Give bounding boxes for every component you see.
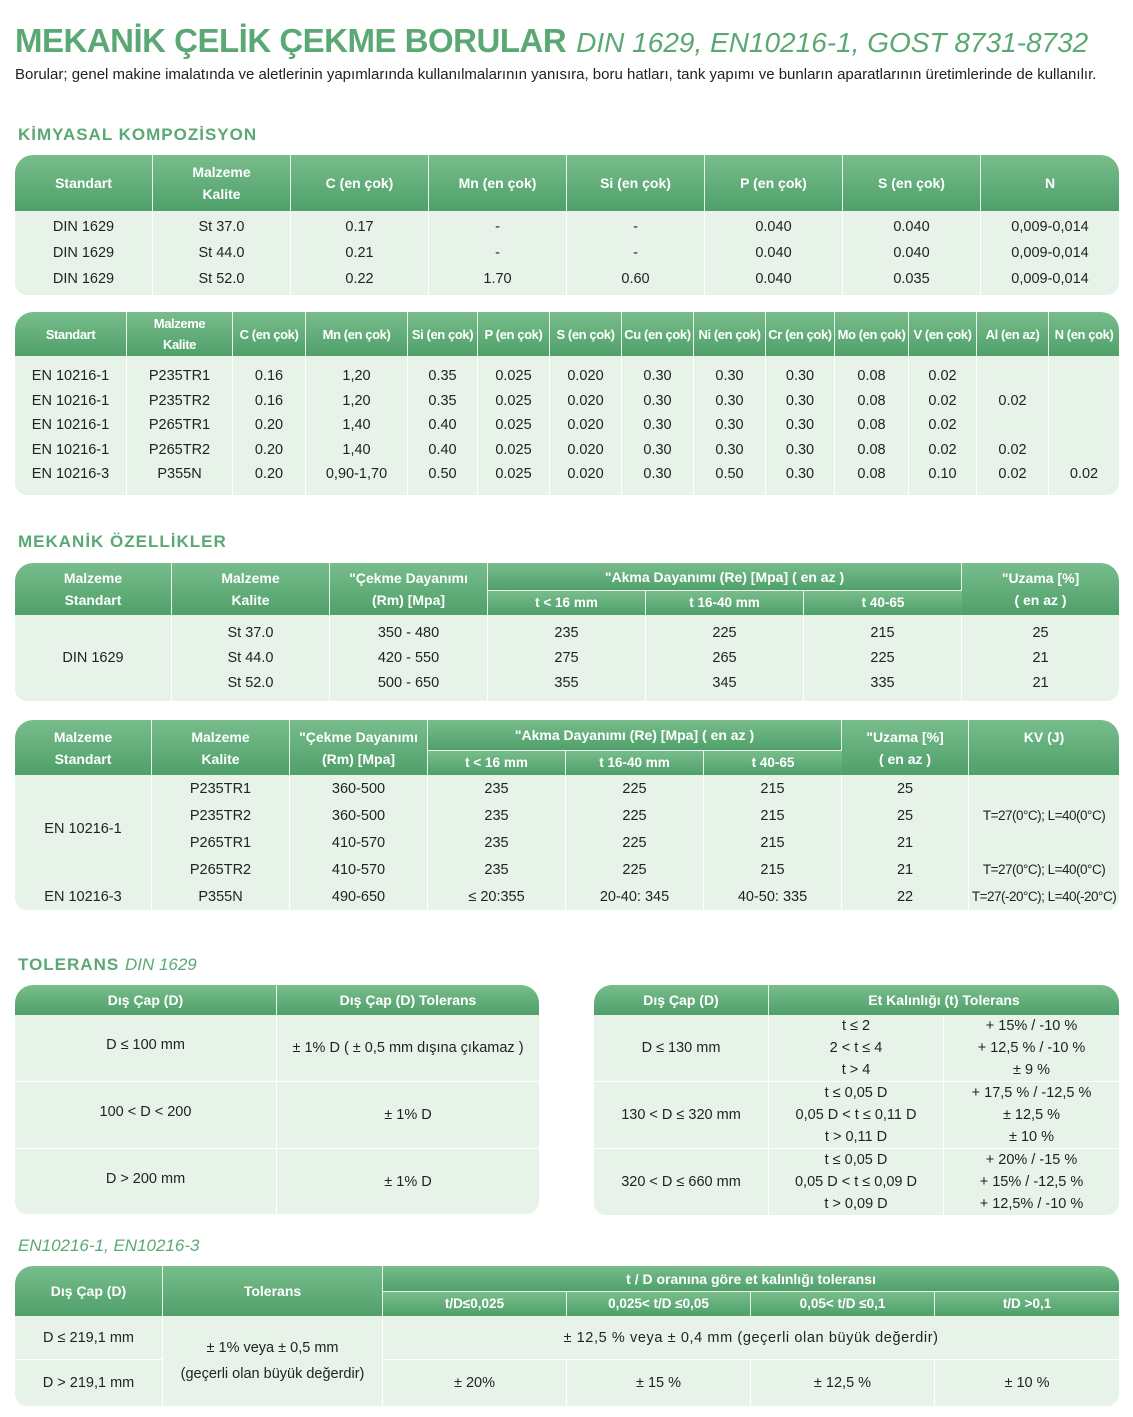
- cell-value: 0.02: [928, 392, 957, 409]
- col-header: Cr (en çok): [766, 312, 835, 356]
- col-header: Cu (en çok): [622, 312, 694, 356]
- cell-value: 0.20: [254, 466, 284, 482]
- cell-value: 0.025: [495, 466, 532, 482]
- cell-value: + 12,5% / -10 %: [979, 1196, 1084, 1212]
- table-column: [843, 211, 981, 295]
- cell-thickness: [769, 1015, 944, 1082]
- cell-value: T=27(0°C); L=40(0°C): [969, 856, 1119, 883]
- cell-value: 235: [554, 624, 579, 641]
- col-header: Si (en çok): [408, 312, 478, 356]
- table-column: [408, 356, 478, 495]
- table-row: [15, 856, 1119, 883]
- cell-value: 0.040: [755, 245, 792, 261]
- col-header-t3: t 40-65: [804, 590, 962, 615]
- cell-od: 320 < D ≤ 660 mm: [594, 1149, 769, 1215]
- cell-value: 215: [704, 856, 842, 883]
- cell-value: [1051, 389, 1117, 414]
- col-header: Mo (en çok): [835, 312, 909, 356]
- table-row: [15, 775, 1119, 802]
- cell-od: D ≤ 219,1 mm: [15, 1316, 163, 1360]
- cell-ratio: ± 15 %: [567, 1360, 751, 1406]
- cell-value: 0.17: [345, 219, 374, 235]
- cell-tolerance: [944, 1149, 1119, 1215]
- cell-value: 0.02: [928, 368, 957, 384]
- cell-value: 25: [842, 775, 969, 802]
- cell-value: 0.30: [643, 417, 672, 433]
- cell-value: 21: [1032, 649, 1049, 666]
- cell-value: P355N: [152, 883, 290, 910]
- cell-value: 215: [704, 829, 842, 856]
- cell-value: 0,05 D < t ≤ 0,11 D: [795, 1107, 917, 1123]
- cell-value: 40-50: 335: [704, 883, 842, 910]
- cell-value: 420 - 550: [377, 649, 440, 666]
- col-header: N: [981, 155, 1119, 211]
- cell-value: T=27(-20°C); L=40(-20°C): [969, 883, 1119, 910]
- tolerance-title-std: DIN 1629: [124, 955, 197, 974]
- cell-value: 0.040: [755, 219, 792, 235]
- tolerance-title-text: TOLERANS: [18, 955, 120, 974]
- mechanical-table-en: [15, 720, 1119, 910]
- cell-value: 235: [428, 775, 566, 802]
- table-column: [550, 356, 622, 495]
- cell-standard: EN 10216-3: [15, 883, 152, 910]
- col-header: Mn (en çok): [429, 155, 567, 211]
- cell-value: t ≤ 0,05 D: [824, 1152, 888, 1168]
- col-header-t3: t 40-65: [704, 750, 842, 775]
- cell-value: 0.020: [567, 368, 604, 384]
- cell-od: 130 < D ≤ 320 mm: [594, 1082, 769, 1149]
- cell-od: D ≤ 130 mm: [594, 1015, 769, 1082]
- cell-value: 335: [870, 674, 895, 691]
- cell-value: 0.30: [785, 392, 815, 409]
- cell-value: 275: [554, 649, 579, 666]
- cell-value: 0.040: [755, 271, 792, 287]
- cell-value: 265: [712, 649, 737, 666]
- cell-value: 0.025: [495, 392, 532, 409]
- od-tolerance-table: [15, 985, 539, 1214]
- table-column: [488, 615, 646, 701]
- cell-value: 1,20: [342, 368, 371, 384]
- col-header-t1: t < 16 mm: [428, 750, 566, 775]
- wall-tolerance-table: [594, 985, 1119, 1215]
- table-column: [804, 615, 962, 701]
- table-row: [594, 1015, 1119, 1082]
- cell-value: 0.040: [893, 245, 930, 261]
- table-column: [306, 356, 408, 495]
- cell-value: 355: [554, 674, 579, 691]
- table-column: [15, 211, 153, 295]
- cell-value: 0.10: [928, 466, 957, 482]
- cell-value: 0.50: [715, 466, 744, 482]
- mechanical-section-title: MEKANİK ÖZELLİKLER: [18, 532, 227, 551]
- col-header-r3: 0,05< t/D ≤0,1: [751, 1291, 935, 1316]
- cell-thickness: [769, 1149, 944, 1215]
- table-column: [622, 356, 694, 495]
- tolerance-section-title: [18, 955, 197, 975]
- cell-tolerance: [944, 1082, 1119, 1149]
- chemical-table-en: [15, 312, 1119, 495]
- col-header-t2: t 16-40 mm: [566, 750, 704, 775]
- table-column: [127, 356, 233, 495]
- cell-value: 490-650: [290, 883, 428, 910]
- cell-value: P235TR1: [152, 775, 290, 802]
- table-column: [977, 356, 1049, 495]
- cell-value: 0.40: [428, 417, 457, 433]
- cell-value: ≤ 20:355: [428, 883, 566, 910]
- col-header: Ni (en çok): [694, 312, 766, 356]
- cell-value: 0.08: [857, 441, 886, 458]
- col-header-ratio: t / D oranına göre et kalınlığı toleransı: [383, 1266, 1119, 1291]
- cell-value: 0.35: [428, 368, 457, 384]
- cell-value: 350 - 480: [377, 624, 440, 641]
- cell-value: 0.02: [998, 392, 1027, 409]
- cell-value: 1,20: [342, 392, 371, 409]
- cell-value: St 52.0: [227, 674, 274, 691]
- cell-value: 0.02: [928, 441, 957, 458]
- table-column: [766, 356, 835, 495]
- cell-value: 0,90-1,70: [325, 466, 388, 482]
- col-header-standard: Malzeme Standart: [15, 720, 152, 775]
- chemical-section-title: KİMYASAL KOMPOZİSYON: [18, 125, 258, 144]
- cell-value: + 15% / -12,5 %: [979, 1174, 1084, 1190]
- cell-value: 0.60: [621, 271, 650, 287]
- cell-value: 360-500: [290, 802, 428, 829]
- en-tolerance-table: [15, 1266, 1119, 1406]
- cell-od: D > 219,1 mm: [15, 1360, 163, 1406]
- cell-value: 0.020: [567, 466, 604, 482]
- col-header-od: Dış Çap (D): [594, 985, 769, 1015]
- cell-value: 21: [842, 856, 969, 883]
- col-header-elongation: "Uzama [%] ( en az ): [962, 563, 1119, 615]
- cell-value: [979, 413, 1046, 438]
- cell-value: P265TR2: [148, 441, 211, 458]
- col-header: Standart: [15, 312, 127, 356]
- cell-value: 0.30: [715, 441, 744, 458]
- cell-value: T=27(0°C); L=40(0°C): [969, 802, 1119, 829]
- cell-value: 0.02: [998, 466, 1027, 482]
- cell-tolerance: [944, 1015, 1119, 1082]
- col-header-grade: Malzeme Kalite: [152, 720, 290, 775]
- cell-value: -: [633, 245, 638, 261]
- cell-value: 360-500: [290, 775, 428, 802]
- cell-value: 0.020: [567, 417, 604, 433]
- cell-value: P265TR2: [152, 856, 290, 883]
- cell-value: 0.025: [495, 417, 532, 433]
- cell-value: St 44.0: [198, 245, 245, 261]
- cell-value: 235: [428, 856, 566, 883]
- cell-value: 0,05 D < t ≤ 0,09 D: [794, 1174, 917, 1190]
- cell-value: 0.40: [428, 441, 457, 458]
- table-column: [233, 356, 306, 495]
- cell-value: P265TR1: [148, 417, 211, 433]
- table-column: [646, 615, 804, 701]
- col-header-r2: 0,025< t/D ≤0,05: [567, 1291, 751, 1316]
- col-header: C (en çok): [233, 312, 306, 356]
- col-header: Malzeme Kalite: [153, 155, 291, 211]
- cell-ratio: ± 12,5 %: [751, 1360, 935, 1406]
- col-header: Al (en az): [977, 312, 1049, 356]
- cell-value: [979, 364, 1046, 389]
- chemical-table-din: [15, 155, 1119, 295]
- cell-value: 0.30: [715, 368, 744, 384]
- cell-value: 0.30: [785, 466, 815, 482]
- col-header-r4: t/D >0,1: [935, 1291, 1119, 1316]
- cell-value: -: [633, 219, 638, 235]
- cell-value: 0.08: [857, 392, 886, 409]
- cell-value: 500 - 650: [377, 674, 440, 691]
- cell-value: 1.70: [483, 271, 512, 287]
- table-column: [291, 211, 429, 295]
- table-column: [1049, 356, 1119, 495]
- cell-value: 0.30: [785, 417, 815, 433]
- cell-value: 25: [1032, 624, 1049, 641]
- cell-value: 0.16: [254, 368, 284, 384]
- table-row: [15, 1082, 539, 1149]
- cell-value: 0.08: [857, 417, 886, 433]
- cell-value: 0.02: [1069, 466, 1099, 482]
- cell-value: 235: [428, 829, 566, 856]
- col-header: Si (en çok): [567, 155, 705, 211]
- table-column: [909, 356, 977, 495]
- cell-value: t ≤ 0,05 D: [824, 1085, 888, 1101]
- table-column: [835, 356, 909, 495]
- cell-value: 0.21: [345, 245, 374, 261]
- col-header-grade: Malzeme Kalite: [172, 563, 330, 615]
- cell-ratio: ± 20%: [383, 1360, 567, 1406]
- cell-value: 0.035: [893, 271, 930, 287]
- cell-value: + 20% / -15 %: [985, 1152, 1078, 1168]
- cell-value: P235TR2: [148, 392, 211, 409]
- cell-value: 0.20: [254, 417, 284, 433]
- table-row: [15, 829, 1119, 856]
- cell-value: 25: [842, 802, 969, 829]
- table-column: [153, 211, 291, 295]
- cell-value: -: [495, 219, 500, 235]
- cell-value: 225: [566, 829, 704, 856]
- cell-value: 410-570: [290, 856, 428, 883]
- cell-value: EN 10216-1: [31, 392, 110, 409]
- col-header: C (en çok): [291, 155, 429, 211]
- col-header-od: Dış Çap (D): [15, 985, 277, 1015]
- col-header: Standart: [15, 155, 153, 211]
- cell-value: 0.30: [715, 392, 744, 409]
- cell-value: St 37.0: [198, 219, 245, 235]
- col-header-od-tol: Dış Çap (D) Tolerans: [277, 985, 539, 1015]
- cell-value: 215: [870, 624, 895, 641]
- col-header-yield: "Akma Dayanımı (Re) [Mpa] ( en az ): [428, 720, 842, 750]
- cell-value: 0.22: [345, 271, 374, 287]
- cell-value: 225: [566, 802, 704, 829]
- cell-value: 0.30: [785, 441, 815, 458]
- col-header: Mn (en çok): [306, 312, 408, 356]
- cell-value: t > 0,09 D: [824, 1196, 888, 1212]
- cell-value: 235: [428, 802, 566, 829]
- table-column: [705, 211, 843, 295]
- cell-standard: DIN 1629: [15, 615, 172, 701]
- cell-value: EN 10216-3: [31, 466, 110, 482]
- col-header: N (en çok): [1049, 312, 1119, 356]
- cell-value: 0.30: [715, 417, 744, 433]
- cell-value: 0.50: [428, 466, 457, 482]
- table-row: [15, 1015, 539, 1082]
- cell-value: 0.30: [785, 368, 815, 384]
- cell-value: ± 12,5 %: [1002, 1107, 1061, 1123]
- cell-value: 0.30: [643, 466, 672, 482]
- cell-value: ± 10 %: [1008, 1129, 1055, 1145]
- cell-value: 0.040: [893, 219, 930, 235]
- cell-value: 21: [1032, 674, 1049, 691]
- cell-value: 100 < D < 200: [15, 1082, 277, 1149]
- cell-value: t > 0,11 D: [824, 1129, 888, 1145]
- cell-value: 0,009-0,014: [1011, 219, 1089, 235]
- cell-value: D > 200 mm: [15, 1149, 277, 1214]
- cell-value: EN 10216-1: [31, 417, 110, 433]
- table-column: [694, 356, 766, 495]
- cell-value: t > 4: [841, 1062, 871, 1078]
- cell-value: 22: [842, 883, 969, 910]
- cell-value: 0.35: [428, 392, 457, 409]
- cell-value: + 12,5 % / -10 %: [977, 1040, 1086, 1056]
- table-row: [594, 1082, 1119, 1149]
- cell-value: [1051, 438, 1117, 463]
- col-header: P (en çok): [478, 312, 550, 356]
- cell-value: 225: [712, 624, 737, 641]
- cell-tol: [163, 1316, 383, 1406]
- col-header-od: Dış Çap (D): [15, 1266, 163, 1316]
- table-column: [429, 211, 567, 295]
- cell-value: 225: [870, 649, 895, 666]
- col-header-yield: "Akma Dayanımı (Re) [Mpa] ( en az ): [488, 563, 962, 590]
- table-row: [15, 883, 1119, 910]
- col-header-r1: t/D≤0,025: [383, 1291, 567, 1316]
- cell-value: 0.20: [254, 441, 284, 458]
- cell-value: 0.020: [567, 392, 604, 409]
- cell-value: P235TR1: [148, 368, 211, 384]
- cell-value: 0.02: [928, 417, 957, 433]
- cell-value: + 15% / -10 %: [985, 1018, 1078, 1034]
- cell-standard: EN 10216-1: [15, 775, 152, 883]
- cell-value: t ≤ 2: [841, 1018, 871, 1034]
- col-header-kv: KV (J): [969, 720, 1119, 775]
- cell-value: EN 10216-1: [31, 368, 110, 384]
- cell-value: St 37.0: [227, 624, 274, 641]
- cell-value: ± 1% D: [277, 1082, 539, 1149]
- cell-value: P265TR1: [152, 829, 290, 856]
- cell-value: 21: [842, 829, 969, 856]
- table-column: [330, 615, 488, 701]
- table-row: [594, 1149, 1119, 1215]
- cell-value: 225: [566, 775, 704, 802]
- cell-value: 0,009-0,014: [1011, 245, 1089, 261]
- table-column: [172, 615, 330, 701]
- cell-value: [969, 775, 1119, 802]
- title-main: MEKANİK ÇELİK ÇEKME BORULAR: [15, 22, 567, 59]
- cell-value: D ≤ 100 mm: [15, 1015, 277, 1082]
- cell-value: 0.025: [495, 441, 532, 458]
- cell-value: [1051, 364, 1117, 389]
- col-header: S (en çok): [843, 155, 981, 211]
- title-standards: DIN 1629, EN10216-1, GOST 8731-8732: [576, 27, 1089, 58]
- page-title: [15, 22, 1088, 60]
- table-column: [478, 356, 550, 495]
- tol-line1: ± 1% veya ± 0,5 mm: [206, 1340, 339, 1356]
- cell-value: EN 10216-1: [31, 441, 110, 458]
- col-header-t2: t 16-40 mm: [646, 590, 804, 615]
- cell-value: 0.08: [857, 466, 886, 482]
- table-row: [15, 802, 1119, 829]
- cell-value: -: [495, 245, 500, 261]
- cell-value: 0,009-0,014: [1011, 271, 1089, 287]
- cell-value: 20-40: 345: [566, 883, 704, 910]
- cell-value: 225: [566, 856, 704, 883]
- cell-value: 345: [712, 674, 737, 691]
- cell-value: P355N: [157, 466, 202, 482]
- col-header-t1: t < 16 mm: [488, 590, 646, 615]
- mechanical-table-din: [15, 563, 1119, 701]
- cell-thickness: [769, 1082, 944, 1149]
- cell-value: P235TR2: [152, 802, 290, 829]
- cell-value: 0.16: [254, 392, 284, 409]
- cell-value: [1051, 413, 1117, 438]
- cell-value: ± 1% D ( ± 0,5 mm dışına çıkamaz ): [277, 1015, 539, 1082]
- cell-value: 0.020: [567, 441, 604, 458]
- table-column: [962, 615, 1119, 701]
- cell-value: 0.30: [643, 368, 672, 384]
- col-header-elongation: "Uzama [%] ( en az ): [842, 720, 969, 775]
- cell-value: 215: [704, 802, 842, 829]
- cell-value: 1,40: [342, 441, 371, 458]
- table-column: [567, 211, 705, 295]
- tol-line2: (geçerli olan büyük değerdir): [180, 1366, 365, 1382]
- col-header-tensile: "Çekme Dayanımı (Rm) [Mpa]: [330, 563, 488, 615]
- table-column: [981, 211, 1119, 295]
- cell-value: DIN 1629: [52, 219, 115, 235]
- table-row: [15, 1149, 539, 1214]
- cell-value: 0.02: [998, 441, 1027, 458]
- col-header-standard: Malzeme Standart: [15, 563, 172, 615]
- cell-value: + 17,5 % / -12,5 %: [971, 1085, 1092, 1101]
- cell-value: ± 9 %: [1013, 1062, 1050, 1078]
- cell-value: [969, 829, 1119, 856]
- cell-value: 0.30: [643, 441, 672, 458]
- col-header: P (en çok): [705, 155, 843, 211]
- page-description: Borular; genel makine imalatında ve aletlerinin yapımlarında kullanılmalarının yanısıra, boru hatları, tank yapımı ve bunların aparatlarının üretimlerinde de kullanılır.: [15, 66, 1097, 83]
- col-header: V (en çok): [909, 312, 977, 356]
- cell-ratio: ± 10 %: [935, 1360, 1119, 1406]
- cell-value: 0.30: [643, 392, 672, 409]
- en-tolerance-section-title: EN10216-1, EN10216-3: [18, 1236, 200, 1255]
- col-header-wall-tol: Et Kalınlığı (t) Tolerans: [769, 985, 1119, 1015]
- cell-value: 410-570: [290, 829, 428, 856]
- cell-ratio-all: ± 12,5 % veya ± 0,4 mm (geçerli olan büyük değerdir): [383, 1316, 1119, 1360]
- col-header-tol: Tolerans: [163, 1266, 383, 1316]
- cell-value: 2 < t ≤ 4: [829, 1040, 883, 1056]
- cell-value: ± 1% D: [277, 1149, 539, 1214]
- cell-value: DIN 1629: [52, 245, 115, 261]
- col-header: S (en çok): [550, 312, 622, 356]
- cell-value: 215: [704, 775, 842, 802]
- col-header: Malzeme Kalite: [127, 312, 233, 356]
- cell-value: 0.025: [495, 368, 532, 384]
- cell-value: St 44.0: [227, 649, 274, 666]
- cell-value: 1,40: [342, 417, 371, 433]
- cell-value: St 52.0: [198, 271, 245, 287]
- table-column: [15, 356, 127, 495]
- cell-value: DIN 1629: [52, 271, 115, 287]
- col-header-tensile: "Çekme Dayanımı (Rm) [Mpa]: [290, 720, 428, 775]
- cell-value: 0.08: [857, 368, 886, 384]
